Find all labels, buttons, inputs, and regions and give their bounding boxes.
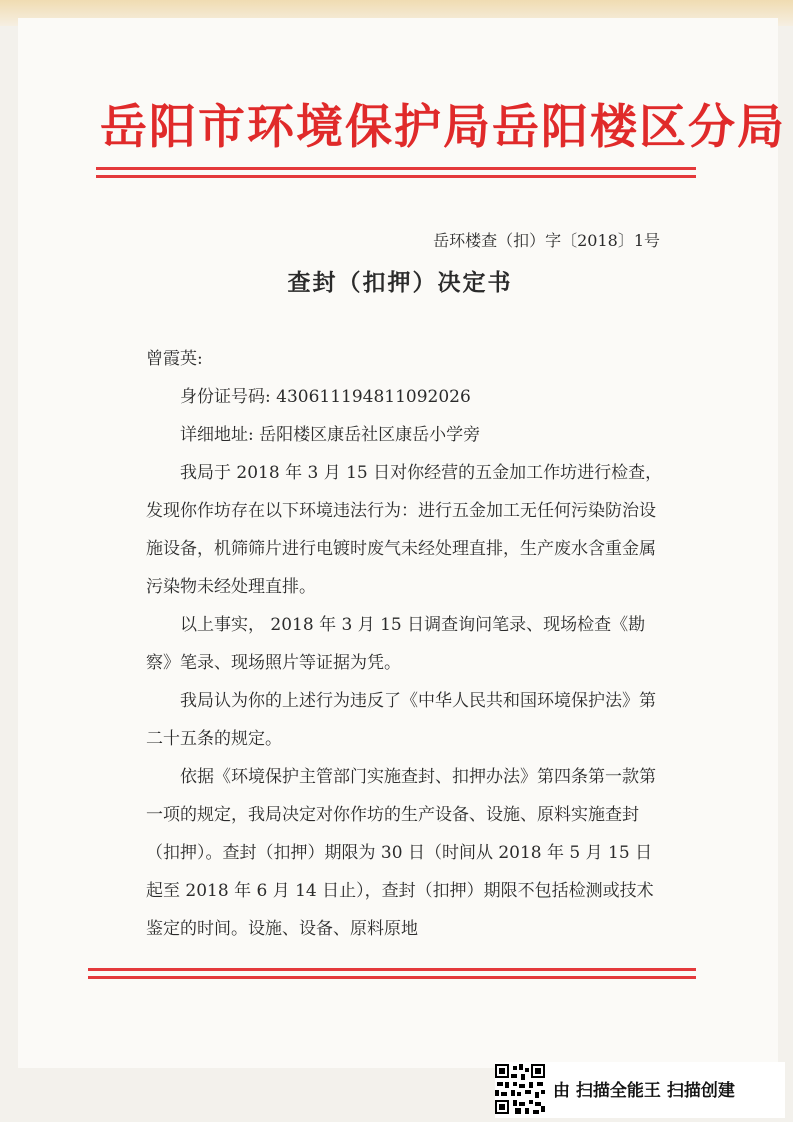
paragraph-inspection: 我局于 2018 年 3 月 15 日对你经营的五金加工作坊进行检查，发现你作坊存在以下环境违法行为：进行五金加工无任何污染防治设施设备，机筛筛片进行电镀时废气未经处理直排，生产废水含重金属污染物未经处理直排。 xyxy=(146,463,663,597)
paragraph-violation: 我局认为你的上述行为违反了《中华人民共和国环境保护法》第二十五条的规定。 xyxy=(146,691,656,749)
header-rule-top xyxy=(96,167,696,170)
document-title: 查封（扣押）决定书 xyxy=(287,269,513,296)
document-body xyxy=(146,340,666,948)
header-rule-bottom xyxy=(96,175,696,178)
scanner-watermark: 由 扫描全能王 扫描创建 xyxy=(553,1081,735,1101)
recipient-line: 曾霞英: xyxy=(146,349,203,369)
footer-rule-bottom xyxy=(88,976,696,979)
qr-code-icon xyxy=(495,1064,545,1114)
id-number-line: 身份证号码: 430611194811092026 xyxy=(180,387,471,407)
address-line: 详细地址: 岳阳楼区康岳社区康岳小学旁 xyxy=(180,425,481,445)
document-number: 岳环楼查（扣）字〔2018〕1号 xyxy=(433,231,660,250)
footer-rule-top xyxy=(88,968,696,971)
organization-title: 岳阳市环境保护局岳阳楼区分局 xyxy=(100,100,786,155)
paragraph-evidence: 以上事实， 2018 年 3 月 15 日调查询问笔录、现场检查《勘察》笔录、现场照片等证据为凭。 xyxy=(146,615,646,673)
scanner-footer xyxy=(495,1062,785,1118)
paragraph-decision: 依据《环境保护主管部门实施查封、扣押办法》第四条第一款第一项的规定，我局决定对你作坊的生产设备、设施、原料实施查封（扣押）。查封（扣押）期限为 30 日（时间从 2018 年 5 月 15 日起至 2018 年 6 月 14 日止），查封（扣押）期限不包括检测或技术鉴定的时间。设施、设备、原料原地 xyxy=(146,767,656,939)
